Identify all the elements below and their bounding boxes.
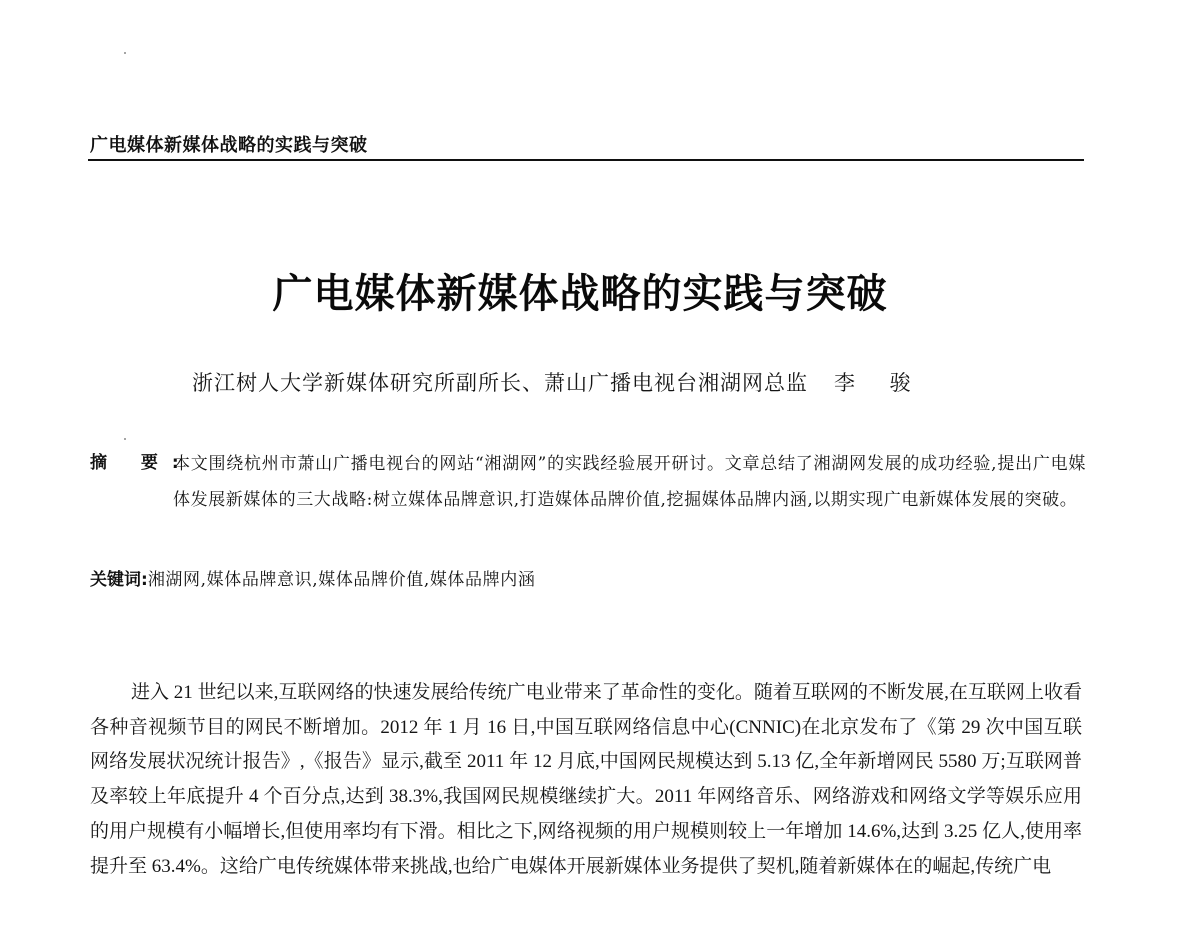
author-name: 李 骏 xyxy=(834,371,925,395)
header-rule xyxy=(88,159,1084,161)
abstract-label: 摘 要: xyxy=(90,453,193,473)
paper-title: 广电媒体新媒体战略的实践与突破 xyxy=(272,270,888,317)
author-affiliation: 浙江树人大学新媒体研究所副所长、萧山广播电视台湘湖网总监 xyxy=(192,371,808,395)
keywords-label: 关键词: xyxy=(90,570,148,590)
abstract xyxy=(90,446,1086,518)
author-line xyxy=(192,367,925,397)
keywords xyxy=(90,565,1086,590)
abstract-text: 本文围绕杭州市萧山广播电视台的网站“湘湖网”的实践经验展开研讨。文章总结了湘湖网发展的成功经验,提出广电媒体发展新媒体的三大战略:树立媒体品牌意识,打造媒体品牌价值,挖掘媒体品牌内涵,以期实现广电新媒体发展的突破。 xyxy=(173,454,1086,510)
running-header: 广电媒体新媒体战略的实践与突破 xyxy=(90,135,368,156)
body-text xyxy=(90,676,1082,884)
scan-speck xyxy=(124,438,126,440)
scan-speck xyxy=(124,52,126,54)
keywords-text: 湘湖网,媒体品牌意识,媒体品牌价值,媒体品牌内涵 xyxy=(147,570,536,590)
body-paragraph: 进入 21 世纪以来,互联网络的快速发展给传统广电业带来了革命性的变化。随着互联网的不断发展,在互联网上收看各种音视频节目的网民不断增加。2012 年 1 月 16 日,中国互联网络信息中心(CNNIC)在北京发布了《第 29 次中国互联网络发展状况统计报告》,《报告》显示,截至 2011 年 12 月底,中国网民规模达到 5.13 亿,全年新增网民 5580 万;互联网普及率较上年底提升 4 个百分点,达到 38.3%,我国网民规模继续扩大。2011 年网络音乐、网络游戏和网络文学等娱乐应用的用户规模有小幅增长,但使用率均有下滑。相比之下,网络视频的用户规模则较上一年增加 14.6%,达到 3.25 亿人,使用率提升至 63.4%。这给广电传统媒体带来挑战,也给广电媒体开展新媒体业务提供了契机,随着新媒体在的崛起,传统广电 xyxy=(90,682,1082,877)
